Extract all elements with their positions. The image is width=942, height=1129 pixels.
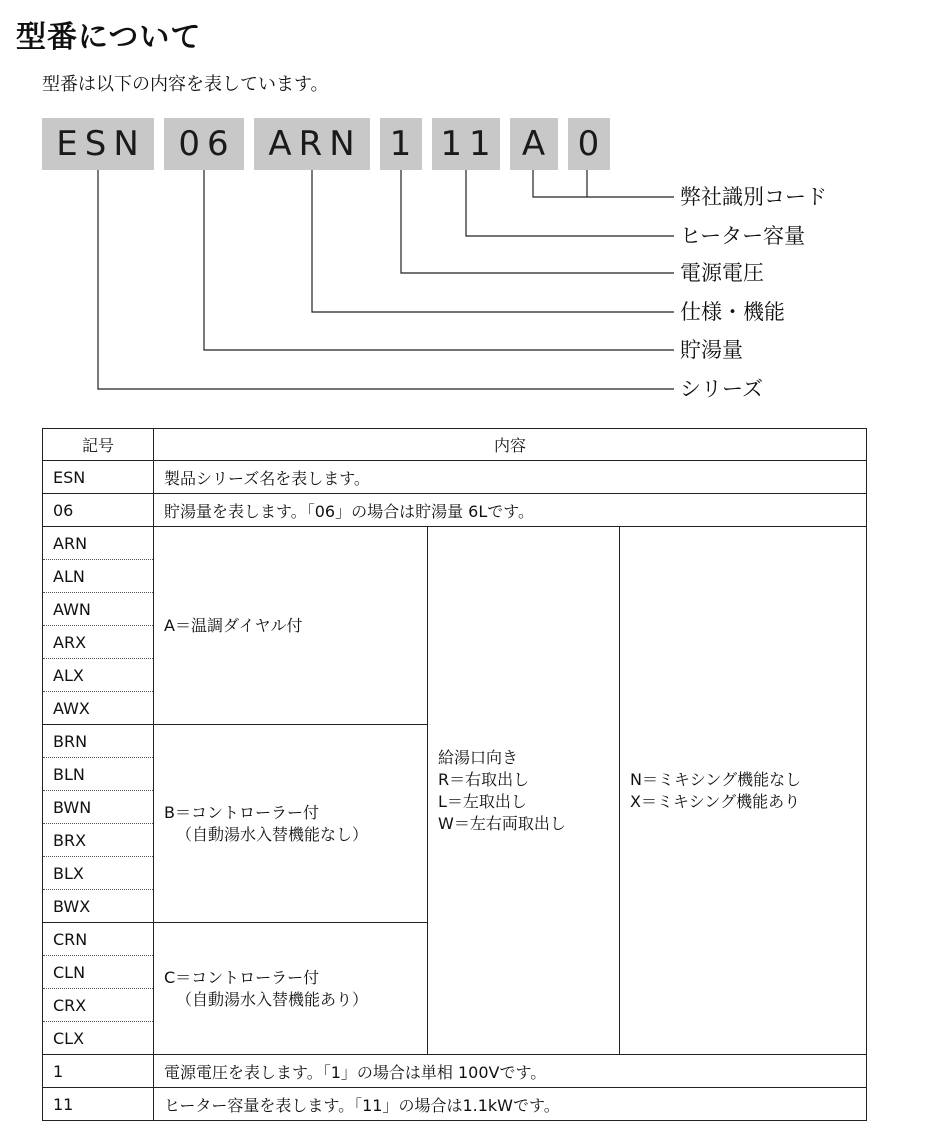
table-row <box>43 494 867 527</box>
code-cell: ESN <box>43 461 154 494</box>
group-c-desc-line: C＝コントローラー付 <box>164 967 320 987</box>
desc-cell: 貯湯量を表します。「06」の場合は貯湯量 6Lです。 <box>154 494 867 527</box>
model-segment-heater: 11 <box>432 118 500 170</box>
code-cell: ARX <box>43 626 154 659</box>
leader-line-series <box>98 170 674 389</box>
mixing-line: X＝ミキシング機能あり <box>630 791 801 811</box>
code-cell: CLN <box>43 956 154 989</box>
outlet-line: L＝左取出し <box>438 791 527 811</box>
group-b-desc <box>154 725 428 923</box>
model-segment-voltage: 1 <box>380 118 422 170</box>
code-cell: CRN <box>43 923 154 956</box>
table-row <box>43 1088 867 1121</box>
code-cell: BRX <box>43 824 154 857</box>
mixing-desc <box>620 527 867 1055</box>
outlet-line: R＝右取出し <box>438 769 530 789</box>
code-cell: CLX <box>43 1022 154 1055</box>
code-cell: BLN <box>43 758 154 791</box>
callout-company-code: 弊社識別コード <box>680 185 827 209</box>
code-cell: ALX <box>43 659 154 692</box>
code-cell: BLX <box>43 857 154 890</box>
model-segment-code-a: A <box>510 118 558 170</box>
group-a-desc-text: A＝温調ダイヤル付 <box>164 615 303 635</box>
code-cell: ALN <box>43 560 154 593</box>
code-cell: BWX <box>43 890 154 923</box>
code-cell: ARN <box>43 527 154 560</box>
desc-cell: 電源電圧を表します。「1」の場合は単相 100Vです。 <box>154 1055 867 1088</box>
code-cell: 1 <box>43 1055 154 1088</box>
code-cell: 11 <box>43 1088 154 1121</box>
code-cell: AWN <box>43 593 154 626</box>
model-code-table <box>42 428 867 1121</box>
table-header-row <box>43 429 867 461</box>
leader-line-voltage <box>401 170 674 273</box>
code-cell: BRN <box>43 725 154 758</box>
leader-line-company-code <box>533 170 674 197</box>
leader-line-spec <box>312 170 674 312</box>
group-c-desc-line: （自動湯水入替機能あり） <box>176 989 369 1009</box>
code-cell: BWN <box>43 791 154 824</box>
code-cell: AWX <box>43 692 154 725</box>
page-title: 型番について <box>16 20 202 55</box>
code-cell: CRX <box>43 989 154 1022</box>
model-segment-code-0: 0 <box>568 118 610 170</box>
intro-text: 型番は以下の内容を表しています。 <box>42 74 329 95</box>
group-c-desc <box>154 923 428 1055</box>
model-segment-spec: ARN <box>254 118 370 170</box>
code-cell: 06 <box>43 494 154 527</box>
outlet-line: 給湯口向き <box>438 747 519 767</box>
table-row <box>43 527 867 560</box>
group-b-desc-line: （自動湯水入替機能なし） <box>176 824 369 844</box>
model-segment-capacity: 06 <box>164 118 244 170</box>
callout-voltage: 電源電圧 <box>680 261 764 285</box>
outlet-desc <box>428 527 620 1055</box>
callout-capacity: 貯湯量 <box>680 338 743 362</box>
leader-line-heater <box>466 170 674 236</box>
header-code: 記号 <box>43 429 154 461</box>
callout-spec: 仕様・機能 <box>680 300 785 324</box>
table-row <box>43 461 867 494</box>
model-segment-series: ESN <box>42 118 154 170</box>
desc-cell: ヒーター容量を表します。「11」の場合は1.1kWです。 <box>154 1088 867 1121</box>
outlet-line: W＝左右両取出し <box>438 813 566 833</box>
group-b-desc-line: B＝コントローラー付 <box>164 802 319 822</box>
group-a-desc <box>154 527 428 725</box>
header-content: 内容 <box>154 429 867 461</box>
mixing-line: N＝ミキシング機能なし <box>630 769 802 789</box>
table-row <box>43 1055 867 1088</box>
callout-series: シリーズ <box>680 377 763 401</box>
desc-cell: 製品シリーズ名を表します。 <box>154 461 867 494</box>
callout-heater-capacity: ヒーター容量 <box>680 224 806 248</box>
